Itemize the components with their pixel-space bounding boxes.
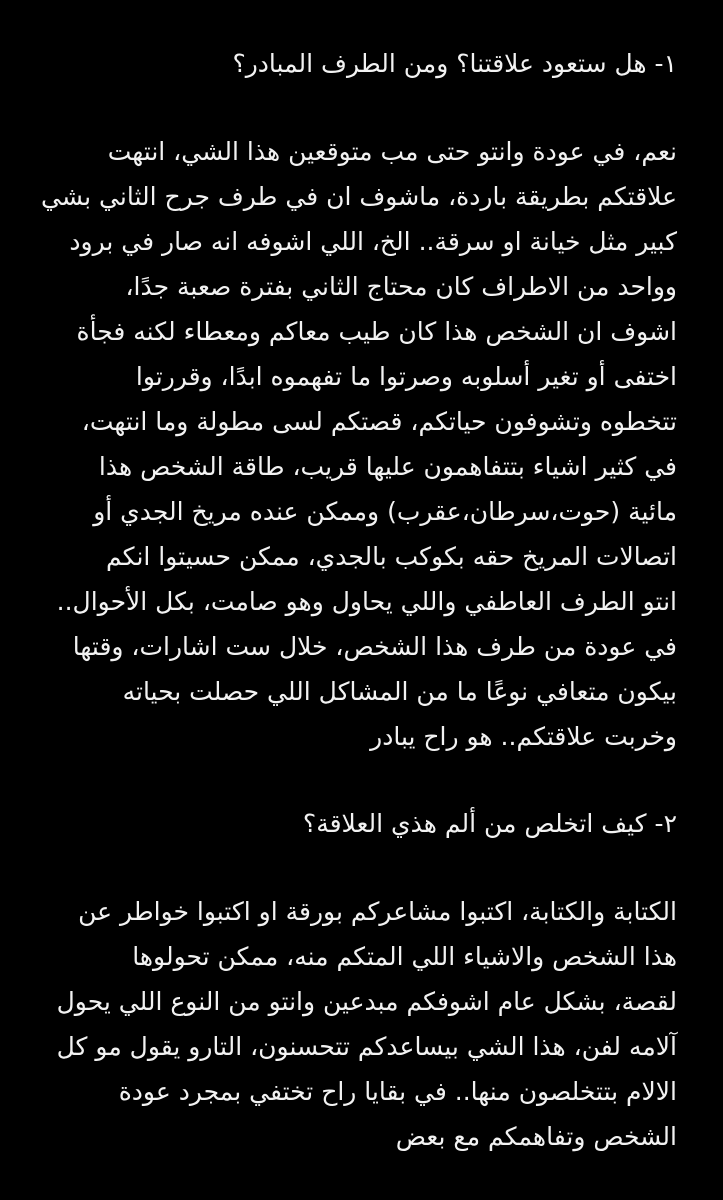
answer-2-line: الشخص وتفاهمكم مع بعض	[395, 1122, 677, 1151]
answer-1-line: اتصالات المريخ حقه بكوكب بالجدي، ممكن حسيتوا انكم	[106, 542, 677, 571]
question-1: ١- هل ستعود علاقتنا؟ ومن الطرف المبادر؟	[232, 49, 677, 78]
answer-1-line: بيكون متعافي نوعًا ما من المشاكل اللي حصلت بحياته	[122, 677, 677, 706]
answer-2-line: آلامه لفن، هذا الشي بيساعدكم تتحسنون، التارو يقول مو كل	[56, 1032, 677, 1061]
answer-1-line: تتخطوه وتشوفون حياتكم، قصتكم لسى مطولة وما انتهت،	[81, 407, 677, 436]
answer-1-line: مائية (حوت،سرطان،عقرب) وممكن عنده مريخ الجدي أو	[93, 497, 677, 526]
answer-1-line: في كثير اشياء بتتفاهمون عليها قريب، طاقة الشخص هذا	[98, 452, 677, 481]
answer-2-line: لقصة، بشكل عام اشوفكم مبدعين وانتو من النوع اللي يحول	[56, 987, 677, 1016]
answer-2-line: هذا الشخص والاشياء اللي المتكم منه، ممكن تحولوها	[132, 942, 677, 971]
answer-1-line: وخربت علاقتكم.. هو راح يبادر	[370, 722, 677, 751]
answer-1-line: علاقتكم بطريقة باردة، ماشوف ان في طرف جرح الثاني بشي	[41, 182, 677, 211]
answer-1-line: اشوف ان الشخص هذا كان طيب معاكم ومعطاء لكنه فجأة	[76, 317, 677, 346]
answer-2-line: الكتابة والكتابة، اكتبوا مشاعركم بورقة او اكتبوا خواطر عن	[78, 897, 677, 926]
question-2: ٢- كيف اتخلص من ألم هذي العلاقة؟	[302, 809, 677, 838]
answer-1-line: نعم، في عودة وانتو حتى مب متوقعين هذا الشي، انتهت	[107, 137, 677, 166]
answer-1-line: انتو الطرف العاطفي واللي يحاول وهو صامت، بكل الأحوال..	[56, 587, 677, 616]
answer-1-line: كبير مثل خيانة او سرقة.. الخ، اللي اشوفه انه صار في برود	[69, 227, 677, 256]
answer-1-line: وواحد من الاطراف كان محتاج الثاني بفترة صعبة جدًا،	[125, 272, 677, 301]
answer-1-line: في عودة من طرف هذا الشخص، خلال ست اشارات، وقتها	[72, 632, 677, 661]
answer-2-line: الالام بتتخلصون منها.. في بقايا راح تختفي بمجرد عودة	[118, 1077, 677, 1106]
answer-1-line: اختفى أو تغير أسلوبه وصرتوا ما تفهموه ابدًا، وقررتوا	[135, 362, 677, 391]
